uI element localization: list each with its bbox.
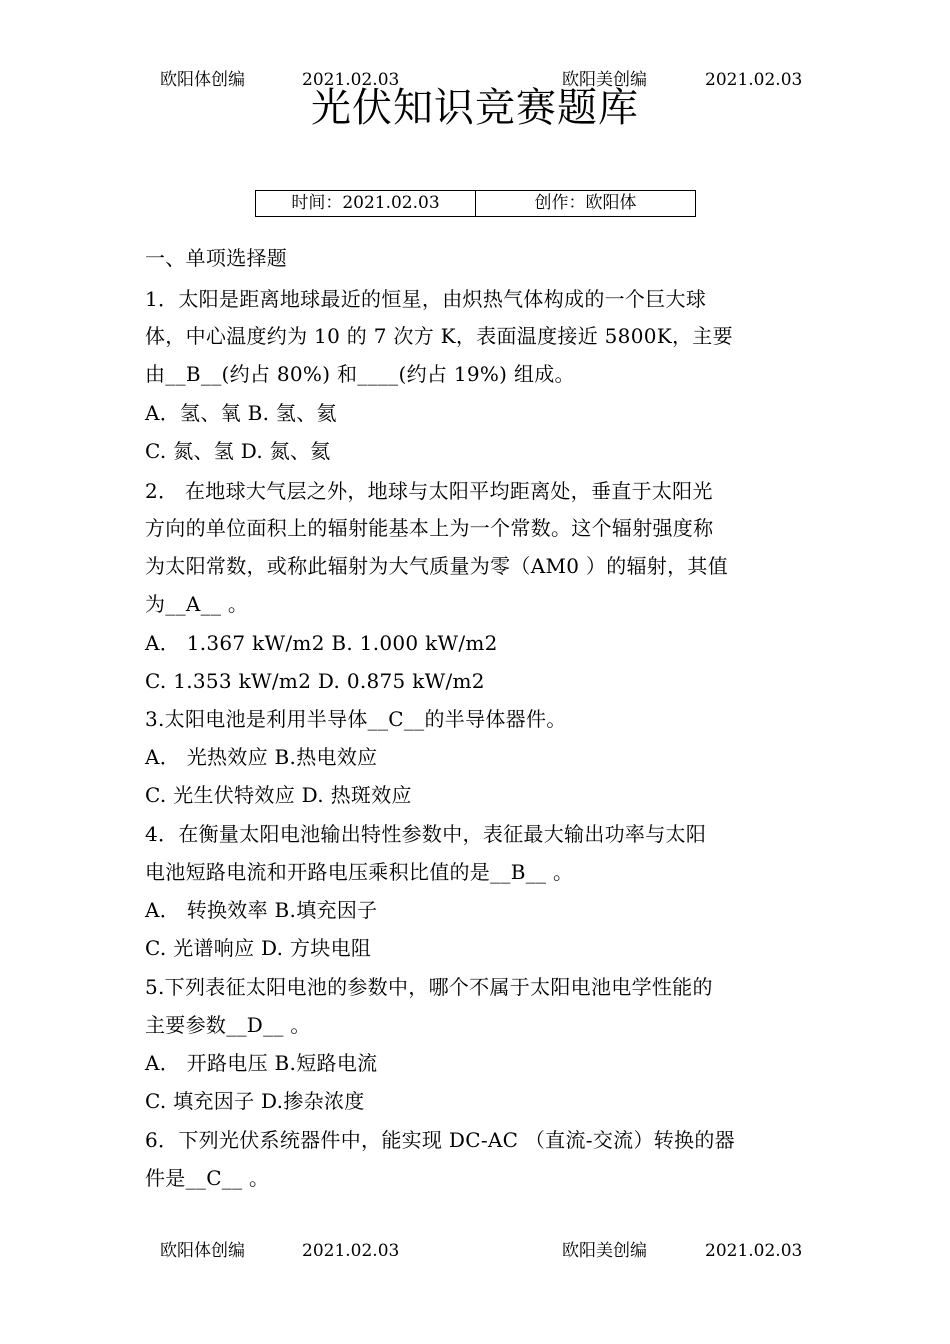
text-line: 6．下列光伏系统器件中，能实现 DC-AC （直流-交流）转换的器 bbox=[145, 1128, 735, 1152]
meta-table bbox=[255, 190, 696, 217]
footer-date-right: 2021.02.03 bbox=[705, 1241, 803, 1261]
option-line: A．氢、氧 B. 氢、氦 bbox=[145, 401, 337, 425]
footer-author-right: 欧阳美创编 bbox=[562, 1241, 647, 1261]
header-date-left: 2021.02.03 bbox=[302, 70, 400, 90]
footer-date-left: 2021.02.03 bbox=[302, 1241, 400, 1261]
meta-time: 时间：2021.02.03 bbox=[291, 193, 440, 213]
text-line: 件是__C__ 。 bbox=[145, 1166, 270, 1190]
option-line: A． 光热效应 B.热电效应 bbox=[145, 745, 378, 769]
option-line: C. 光谱响应 D. 方块电阻 bbox=[145, 936, 372, 960]
option-line: C. 氮、氢 D. 氮、氦 bbox=[145, 439, 331, 463]
text-line: 主要参数__D__ 。 bbox=[145, 1013, 311, 1037]
text-line: 方向的单位面积上的辐射能基本上为一个常数。这个辐射强度称 bbox=[145, 516, 714, 540]
text-line: 为__A__ 。 bbox=[145, 592, 249, 616]
text-line: 5.下列表征太阳电池的参数中，哪个不属于太阳电池电学性能的 bbox=[145, 975, 713, 999]
option-line: C. 光生伏特效应 D. 热斑效应 bbox=[145, 783, 412, 807]
text-line: 4．在衡量太阳电池输出特性参数中，表征最大输出功率与太阳 bbox=[145, 822, 707, 846]
text-line: 1．太阳是距离地球最近的恒星，由炽热气体构成的一个巨大球 bbox=[145, 287, 707, 311]
section-heading: 一、单项选择题 bbox=[145, 246, 288, 270]
option-line: C. 填充因子 D.掺杂浓度 bbox=[145, 1089, 365, 1113]
text-line: 体，中心温度约为 10 的 7 次方 K，表面温度接近 5800K，主要 bbox=[145, 324, 733, 348]
text-line: 电池短路电流和开路电压乘积比值的是__B__ 。 bbox=[145, 860, 574, 884]
meta-creator: 创作：欧阳体 bbox=[475, 191, 695, 216]
page-title: 光伏知识竞赛题库 bbox=[311, 85, 639, 131]
option-line: C. 1.353 kW/m2 D. 0.875 kW/m2 bbox=[145, 669, 485, 693]
text-line: 为太阳常数，或称此辐射为大气质量为零（AM0 ）的辐射，其值 bbox=[145, 554, 729, 578]
footer-author-left: 欧阳体创编 bbox=[160, 1241, 245, 1261]
option-line: A． 1.367 kW/m2 B. 1.000 kW/m2 bbox=[145, 631, 498, 655]
option-line: A． 开路电压 B.短路电流 bbox=[145, 1051, 378, 1075]
text-line: 3.太阳电池是利用半导体__C__的半导体器件。 bbox=[145, 707, 567, 731]
header-author-left: 欧阳体创编 bbox=[160, 70, 245, 90]
option-line: A． 转换效率 B.填充因子 bbox=[145, 898, 378, 922]
header-author-right: 欧阳美创编 bbox=[562, 70, 647, 90]
header-date-right: 2021.02.03 bbox=[705, 70, 803, 90]
text-line: 2． 在地球大气层之外，地球与太阳平均距离处，垂直于太阳光 bbox=[145, 479, 713, 503]
text-line: 由__B__(约占 80%) 和____(约占 19%) 组成。 bbox=[145, 362, 575, 386]
